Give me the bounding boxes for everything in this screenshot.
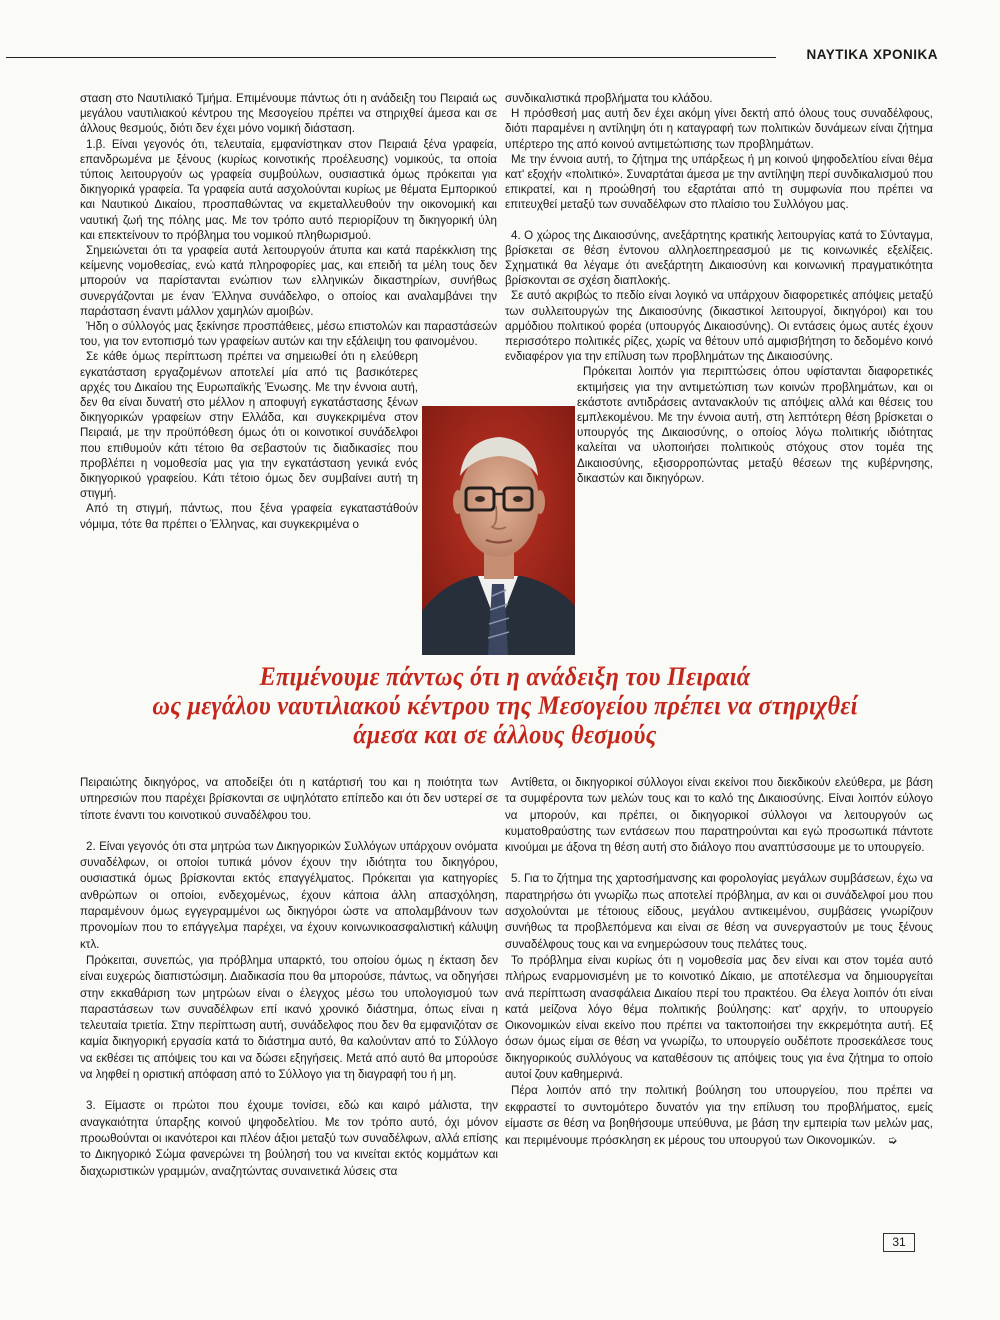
header-rule bbox=[6, 57, 776, 58]
paragraph: σταση στο Ναυτιλιακό Τμήμα. Επιμένουμε πάντως ότι η ανάδειξη του Πειραιά ως μεγάλου ναυτιλιακού κέντρου της Μεσογείου πρέπει να στηριχθεί άμεσα και σε άλλους θεσμούς, διότι δεν έχει μόνο νομική διάσταση. bbox=[80, 92, 497, 136]
magazine-title: ΝΑΥΤΙΚΑ ΧΡΟΝΙΚΑ bbox=[806, 47, 938, 62]
article-column-lower-right bbox=[505, 775, 933, 1150]
paragraph: 1.β. Είναι γεγονός ότι, τελευταία, εμφανίστηκαν στον Πειραιά ξένα γραφεία, επανδρωμένα με ξένους (κυρίως κοινοτικής προέλευσης) νομικούς, τα οποία τύποις λειτουργούν ως γραφεία συμβούλων, ουσιαστικά όμως πρόκειται για δικηγορικά γραφεία. Τα γραφεία αυτά ασχολούνται κυρίως με θέματα Εμπορικού και Ναυτικού Δικαίου, προσπαθώντας να εκμεταλλευθούν την οικονομική και ναυτική ζωή της πόλης μας. Με τον τρόπο αυτό περιορίζουν τη δικηγορική ύλη και επεκτείνουν το πρόβλημα του νομικού πληθωρισμού. bbox=[80, 137, 497, 242]
paragraph: Πρόκειται λοιπόν για περιπτώσεις όπου υφίστανται διαφορετικές εκτιμήσεις για την αντιμετώπιση των κοινών προβλημάτων, και οι εκάστοτε αντιδράσεις αντανακλούν τις απόψεις αλλά και θέσεις του εμπλεκομένου. Με την έννοια αυτή, στη λεπτότερη θέση βρίσκεται ο υπουργός της Δικαιοσύνης, ο οποίος λόγω πολιτικής ιδιότητας καλείται να υλοποιήσει πολιτικούς στόχους στον τομέα της Δικαιοσύνης, εξισορροπώντας μεταξύ θέσεων της κυβέρνησης, δικαστών και δικηγόρων. bbox=[577, 365, 933, 485]
paragraph bbox=[505, 1083, 933, 1149]
paragraph: Ήδη ο σύλλογός μας ξεκίνησε προσπάθειες, μέσω επιστολών και παραστάσεών του, για τον εντοπισμό των γραφείων αυτών και την εξάλειψη του φαινομένου. bbox=[80, 320, 497, 349]
paragraph: Σημειώνεται ότι τα γραφεία αυτά λειτουργούν άτυπα και κατά παρέκκλιση της κείμενης νομοθεσίας, ενώ κατά πληροφορίες μας, και επειδή τα μέλη τους δεν μπορούν να παρίστανται ενώπιον των ελληνικών δικαστηρίων, συνήθως συνεργάζονται με έναν Έλληνα συνάδελφο, ο οποίος και αναλαμβάνει την παράσταση έναντι μάλλον χαμηλών αμοιβών. bbox=[80, 244, 497, 318]
end-of-article-icon: ➭ bbox=[887, 1133, 898, 1148]
paragraph: Η πρόσθεσή μας αυτή δεν έχει ακόμη γίνει δεκτή από όλους τους συναδέλφους, διότι παραμένει η αντίληψη ότι η καταγραφή των πολιτικών δυνάμεων είναι ζήτημα υπέρτερο της από κοινού αντιμετώπισης των προβλημάτων. bbox=[505, 107, 933, 151]
paragraph: Αντίθετα, οι δικηγορικοί σύλλογοι είναι εκείνοι που διεκδικούν ελεύθερα, με βάση τα συμφέροντα των μελών τους και το καλό της Δικαιοσύνης. Είναι λοιπόν εύλογο να μπορούν, και πρέπει, οι δικηγορικοί σύλλογοι να λειτουργούν ως κυματοθραύστης των εντάσεων που παρατηρούνται και εγώ προσωπικά πάντοτε κινούμαι με άξονα τη θέση αυτή στο διάλογο που αναπτύσσουμε με το υπουργείο. bbox=[505, 776, 933, 855]
pull-quote-line: άμεσα και σε άλλους θεσμούς bbox=[353, 720, 657, 749]
paragraph: 5. Για το ζήτημα της χαρτοσήμανσης και φορολογίας μεγάλων συμβάσεων, έχω να παρατηρήσω ότι γνωρίζω πως αποτελεί πρόβλημα, αν και οι συνάδελφοί μου που ασχολούνται με τέτοιους είδους, μεγάλου αντικειμένου, συμβάσεις γνωρίζουν συνήθως τα προβλεπόμενα και είναι σε θέση να συνεργαστούν με τους ξένους συναδέλφους τους και να ενημερώσουν τους πελάτες τους. bbox=[505, 872, 933, 951]
paragraph: συνδικαλιστικά προβλήματα του κλάδου. bbox=[505, 92, 713, 105]
paragraph bbox=[505, 953, 933, 1083]
paragraph-text: Πέρα λοιπόν από την πολιτική βούληση του υπουργείου, που πρέπει να εκφραστεί το συντομότερο δυνατόν για την επίλυση του προβλήματος, εμείς είμαστε σε θέση να βοηθήσουμε υπεύθυνα, με βάση την εμπειρία των μελών μας, και περιμένουμε πρόσκληση εκ μέρους του υπουργού των Οικονομικών. bbox=[505, 1084, 933, 1148]
portrait-photo bbox=[422, 406, 575, 655]
pull-quote-line: ως μεγάλου ναυτιλιακού κέντρου της Μεσογείου πρέπει να στηριχθεί bbox=[152, 691, 858, 720]
paragraph: Σε αυτό ακριβώς το πεδίο είναι λογικό να υπάρχουν διαφορετικές απόψεις μεταξύ των συλλειτουργών της Δικαιοσύνης (δικαστικοί λειτουργοί, δικηγόροι) και του αρμόδιου πολιτικού φορέα (υπουργός Δικαιοσύνης). Οι εντάσεις όμως αυτές έχουν περισσότερο πολιτικές ρίζες, χωρίς να θέτουν υπό αμφισβήτηση το δεδομένο κοινό ενδιαφέρον για την επίλυση των προβλημάτων της Δικαιοσύνης. bbox=[505, 289, 933, 364]
paragraph: Με την έννοια αυτή, το ζήτημα της υπάρξεως ή μη κοινού ψηφοδελτίου είναι θέμα κατ' εξοχήν «πολιτικό». Συναρτάται άμεσα με την αντίληψη περί συνδικαλισμού που επικρατεί, και η προώθησή του εξαρτάται από τη συμφωνία που πρέπει να επιτευχθεί μεταξύ των συναδέλφων στο πλαίσιο του Συλλόγου μας. bbox=[505, 152, 933, 212]
paragraph: 4. Ο χώρος της Δικαιοσύνης, ανεξάρτητης κρατικής λειτουργίας κατά το Σύνταγμα, βρίσκεται σε θέση έντονου αλληλοεπηρεασμού με τις κοινωνικές εξελίξεις. Σχηματικά θα λέγαμε ότι ανεξάρτητη Δικαιοσύνη και κοινωνική πραγματικότητα βρίσκονται σε σχέση διαπλοκής. bbox=[505, 228, 933, 288]
paragraph: Σε κάθε όμως περίπτωση πρέπει να σημειωθεί ότι η ελεύθερη εγκατάσταση εργαζομένων αποτελεί μία από τις βασικότερες αρχές του Δικαίου της Ευρωπαϊκής Ένωσης. Με την έννοια αυτή, δεν θα είναι δυνατή στο μέλλον η αποφυγή εγκατάστασης ξένων δικηγορικών γραφείων στην Ελλάδα, και συγκεκριμένα στον Πειραιά, με την προϋπόθεση όμως ότι οι κοινοτικοί συνάδελφοι που επιθυμούν κάτι τέτοιο θα σεβαστούν τις διαδικασίες που προβλέπει η νομοθεσία μας για την εγκατάσταση γενικά ενός δικηγορικού γραφείου. Κάτι τέτοιο όμως δεν συμβαίνει αυτή τη στιγμή. bbox=[80, 350, 418, 501]
paragraph: Από τη στιγμή, πάντως, που ξένα γραφεία εγκαταστάθούν νόμιμα, τότε θα πρέπει ο Έλληνας, και συγκεκριμένα ο bbox=[80, 502, 418, 531]
paragraph: Πρόκειται, συνεπώς, για πρόβλημα υπαρκτό, του οποίου όμως η έκταση δεν είναι ευχερώς διαπιστώσιμη. Διαδικασία που θα μπορούσε, πάντως, να οδηγήσει στην εκκαθάριση των μητρώων είναι ο έλεγχος μέσω του υπολογισμού των παραστάσεων των συναδέλφων επί ικανό χρονικό διάστημα, όπως είναι η τελευταία τριετία. Στην περίπτωση αυτή, συνάδελφος που δεν θα εμφανιζόταν σε καμία δικηγορική εργασία κατά το διάστημα αυτό, θα καλούνταν από το Σύλλογο να εκθέσει τις απόψεις του και να δώσει εξηγήσεις. Μετά από αυτό θα μπορούσε να ληφθεί η οριστική απόφαση από το Σύλλογο για τη διαγραφή του ή μη. bbox=[80, 953, 498, 1082]
pull-quote-line: Επιμένουμε πάντως ότι η ανάδειξη του Πειραιά bbox=[259, 662, 751, 691]
pull-quote bbox=[100, 662, 909, 749]
paragraph: Πειραιώτης δικηγόρος, να αποδείξει ότι η κατάρτισή του και η ποιότητα των υπηρεσιών που παρέχει βρίσκονται σε υψηλότατο επίπεδο και ότι δεν υστερεί σε τίποτε έναντι του κοινοτικού συναδέλφου του. bbox=[80, 776, 498, 822]
paragraph-text: Το πρόβλημα είναι κυρίως ότι η νομοθεσία μας δεν είναι και στον τομέα αυτό πλήρως εναρμονισμένη με το κοινοτικό Δίκαιο, με αποτέλεσμα να δημιουργείται ανά περίπτωση ανασφάλεια Δικαίου περί του πρακτέου. Θα έλεγα λοιπόν ότι είναι κατά μείζονα λόγο θέμα πολιτικής βούλησης: κατ' αρχήν, το υπουργείο Οικονομικών είναι εκείνο που πρέπει να τακτοποιήσει την εκκρεμότητα αυτή. Εξ όσων όμως είμαι σε θέση να γνωρίζω, το υπουργείο ουδέποτε προσεκάλεσε τους δικηγορικούς συλλόγους να καταθέσουν τις απόψεις τους για ένα ζήτημα το οποίο αυτοί ζουν καθημερινά. bbox=[505, 953, 933, 1082]
page-number: 31 bbox=[883, 1233, 915, 1252]
paragraph: 2. Είναι γεγονός ότι στα μητρώα των Δικηγορικών Συλλόγων υπάρχουν ονόματα συναδέλφων, οι οποίοι τυπικά μόνον έχουν την ιδιότητα του δικηγόρου, ουσιαστικά όμως βρίσκονται εκτός επαγγέλματος. Πρόκειται για κατηγορίες ανθρώπων οι οποίοι, ενδεχομένως, έχουν κάποια άλλη απασχόληση, παραμένουν όμως εγγεγραμμένοι ως δικηγόροι ώστε να απολαμβάνουν των προνομίων που το επάγγελμα παρέχει, να έχουν κοινωνικοασφαλιστική κάλυψη κτλ. bbox=[80, 839, 498, 951]
article-column-lower-left bbox=[80, 775, 498, 1180]
paragraph: 3. Είμαστε οι πρώτοι που έχουμε τονίσει, εδώ και καιρό μάλιστα, την αναγκαιότητα ύπαρξης κοινού ψηφοδελτίου. Με τον τρόπο αυτό, όχι μόνον προωθούνται οι ικανότεροι και πλέον άξιοι μεταξύ των συναδέλφων, αλλά επίσης το Δικηγορικό Σώμα φανερώνει τη βούλησή του να κινείται εκτός κομμάτων και διαχωριστικών γραμμών, αναζητώντας συναινετικά λύσεις στα bbox=[80, 1099, 498, 1178]
portrait-illustration bbox=[422, 406, 575, 655]
